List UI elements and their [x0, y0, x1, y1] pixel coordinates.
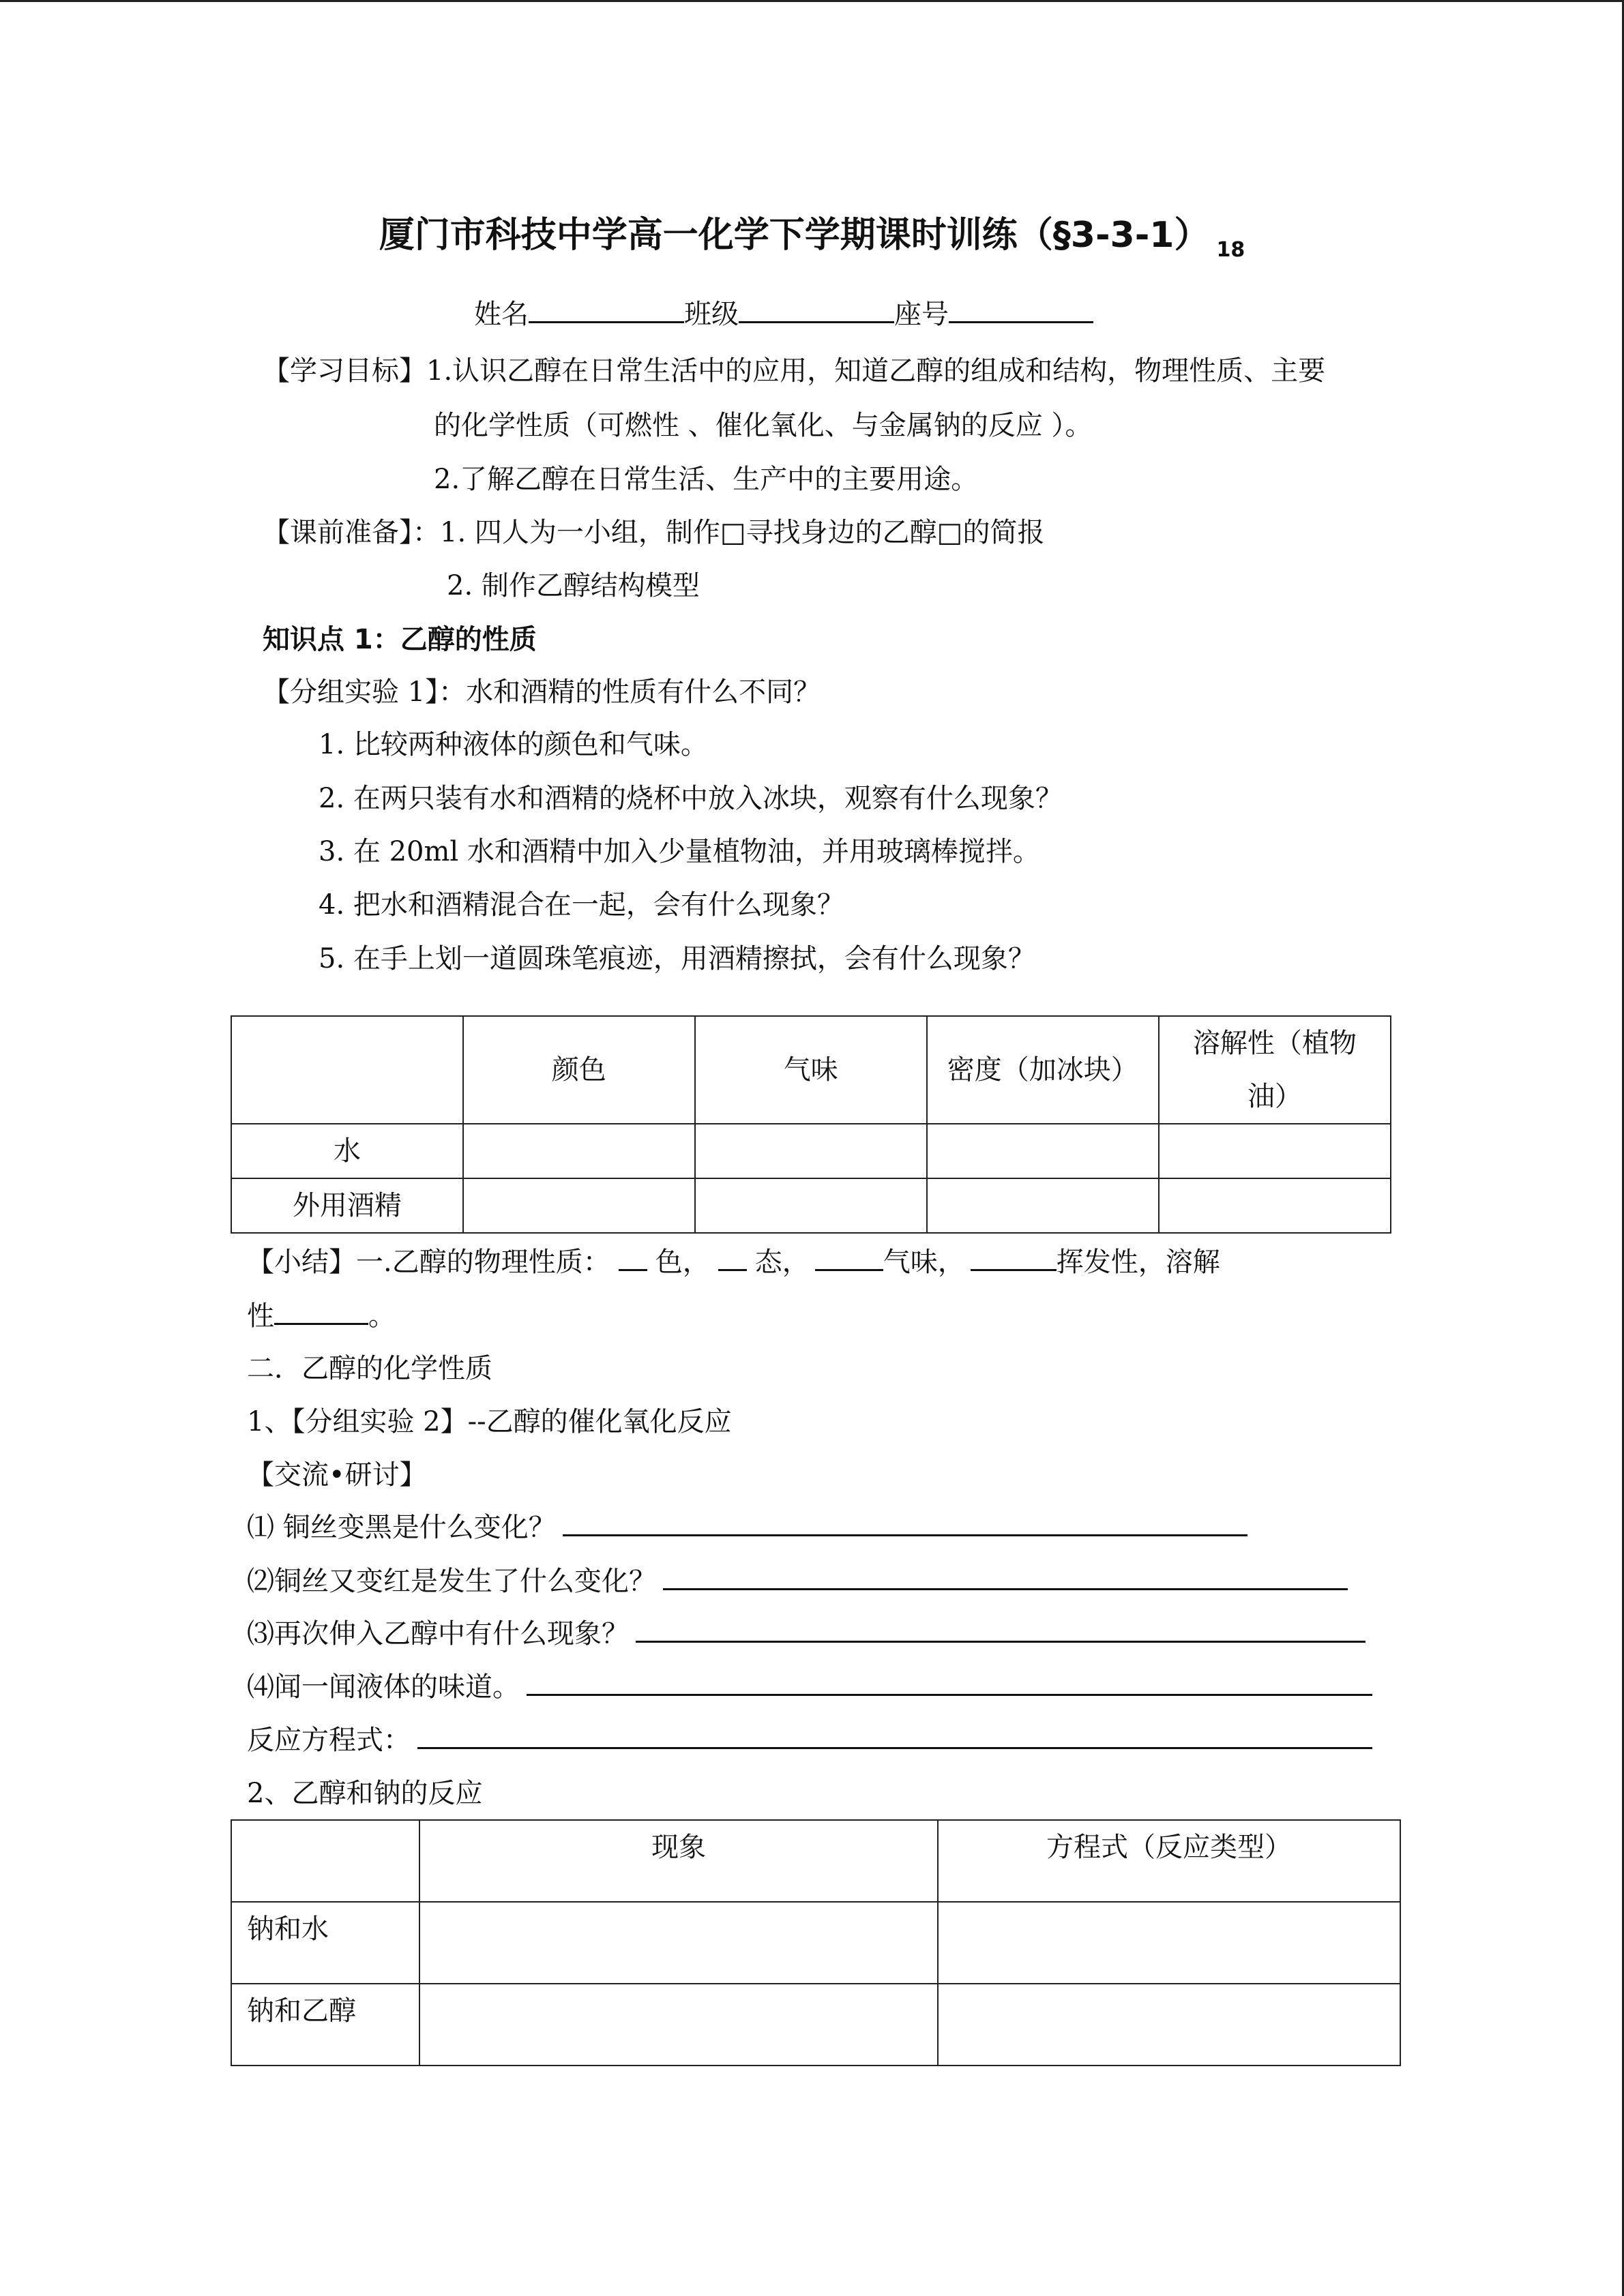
page-title	[0, 211, 1624, 274]
preparation-line1	[263, 516, 1044, 549]
header-solubility-line1: 溶解性（植物	[1192, 1028, 1357, 1059]
header-empty-cell	[231, 1016, 463, 1124]
table-header-row	[231, 1016, 1391, 1124]
summary-line2	[247, 1300, 396, 1332]
summary-odor-text: 气味，	[883, 1247, 965, 1278]
header-density: 密度（加冰块）	[927, 1016, 1159, 1124]
summary-color-text: 色，	[655, 1247, 710, 1278]
equation-label: 反应方程式：	[247, 1725, 411, 1756]
water-solubility-cell[interactable]	[1159, 1124, 1391, 1178]
sodium-ethanol-phenomenon-cell[interactable]	[419, 1984, 938, 2066]
table-row	[231, 1124, 1391, 1178]
experiment1-step: 2. 在两只装有水和酒精的烧杯中放入冰块，观察有什么现象？	[319, 783, 1063, 814]
properties-table	[231, 1015, 1391, 1234]
preparation-line2: 2. 制作乙醇结构模型	[447, 570, 700, 601]
objectives-text-1: 1.认识乙醇在日常生活中的应用，知道乙醇的组成和结构，物理性质、主要	[426, 355, 1326, 387]
question-3	[247, 1617, 1365, 1650]
summary-state-text: 态，	[754, 1247, 810, 1278]
alcohol-solubility-cell[interactable]	[1159, 1178, 1391, 1233]
objectives-line1	[263, 355, 1325, 387]
answer-2-line[interactable]	[663, 1565, 1348, 1590]
sodium-ethanol-equation-cell[interactable]	[938, 1984, 1400, 2066]
summary-solubility-label: 性	[247, 1300, 274, 1332]
preparation-text-1: 1. 四人为一小组，制作□寻找身边的乙醇□的简报	[440, 517, 1045, 548]
class-blank[interactable]	[739, 298, 894, 323]
sodium-heading: 2、乙醇和钠的反应	[247, 1778, 483, 1809]
summary-label: 【小结】一.乙醇的物理性质：	[247, 1247, 610, 1278]
title-main: 厦门市科技中学高一化学下学期课时训练（§3-3-1）	[379, 215, 1210, 256]
objectives-line2: 的化学性质（可燃性 、催化氧化、与金属钠的反应 ）。	[434, 410, 1093, 441]
experiment1-step: 4. 把水和酒精混合在一起，会有什么现象？	[319, 889, 844, 921]
student-info-line	[474, 298, 1093, 331]
row-label-alcohol: 外用酒精	[231, 1178, 463, 1233]
water-density-cell[interactable]	[927, 1124, 1159, 1178]
answer-1-line[interactable]	[563, 1511, 1247, 1536]
summary-line1	[247, 1246, 1220, 1279]
table-row	[231, 1902, 1400, 1984]
summary-volatility-text: 挥发性，溶解	[1056, 1247, 1220, 1278]
seat-blank[interactable]	[949, 298, 1093, 323]
discussion-heading: 【交流•研讨】	[247, 1459, 427, 1491]
page-border-top	[0, 0, 1624, 2]
name-blank[interactable]	[529, 298, 684, 323]
row-label-sodium-water: 钠和水	[231, 1902, 419, 1984]
row-label-sodium-ethanol: 钠和乙醇	[231, 1984, 419, 2066]
header-odor: 气味	[695, 1016, 927, 1124]
preparation-label: 【课前准备】：	[263, 517, 440, 548]
alcohol-odor-cell[interactable]	[695, 1178, 927, 1233]
state-blank[interactable]	[718, 1246, 747, 1271]
sodium-water-phenomenon-cell[interactable]	[419, 1902, 938, 1984]
summary-end-punct: 。	[368, 1300, 396, 1332]
header-phenomenon: 现象	[419, 1820, 938, 1902]
question-1-text: ⑴ 铜丝变黑是什么变化？	[247, 1512, 556, 1543]
color-blank[interactable]	[619, 1246, 647, 1271]
row-label-water: 水	[231, 1124, 463, 1178]
table-row	[231, 1984, 1400, 2066]
header-equation: 方程式（反应类型）	[938, 1820, 1400, 1902]
sodium-table	[231, 1819, 1401, 2066]
header-empty-cell	[231, 1820, 419, 1902]
alcohol-color-cell[interactable]	[463, 1178, 695, 1233]
answer-3-line[interactable]	[636, 1617, 1365, 1643]
question-2	[247, 1565, 1348, 1598]
equation-line	[247, 1724, 1372, 1757]
header-solubility	[1159, 1016, 1391, 1124]
solubility-blank[interactable]	[274, 1300, 368, 1325]
question-3-text: ⑶再次伸入乙醇中有什么现象？	[247, 1618, 629, 1650]
name-label: 姓名	[474, 299, 529, 330]
question-4	[247, 1671, 1372, 1703]
table-row	[231, 1178, 1391, 1233]
volatility-blank[interactable]	[971, 1246, 1057, 1271]
experiment1-step: 5. 在手上划一道圆珠笔痕迹，用酒精擦拭，会有什么现象？	[319, 943, 1035, 974]
sodium-water-equation-cell[interactable]	[938, 1902, 1400, 1984]
objectives-line3: 2.了解乙醇在日常生活、生产中的主要用途。	[434, 464, 979, 495]
chem-heading: 二．乙醇的化学性质	[247, 1353, 492, 1384]
experiment1-step: 3. 在 20ml 水和酒精中加入少量植物油，并用玻璃棒搅拌。	[319, 836, 1040, 867]
experiment1-title: 【分组实验 1】：水和酒精的性质有什么不同？	[263, 676, 821, 708]
experiment1-step: 1. 比较两种液体的颜色和气味。	[319, 729, 708, 760]
alcohol-density-cell[interactable]	[927, 1178, 1159, 1233]
knowledge-point-heading: 知识点 1：乙醇的性质	[263, 624, 537, 655]
experiment2-title: 1、【分组实验 2】--乙醇的催化氧化反应	[247, 1406, 732, 1437]
table-header-row	[231, 1820, 1400, 1902]
objectives-label: 【学习目标】	[263, 355, 426, 387]
question-1	[247, 1511, 1247, 1544]
seat-label: 座号	[894, 299, 949, 330]
odor-blank[interactable]	[815, 1246, 883, 1271]
question-2-text: ⑵铜丝又变红是发生了什么变化？	[247, 1566, 656, 1597]
equation-answer-line[interactable]	[417, 1724, 1372, 1749]
answer-4-line[interactable]	[527, 1671, 1372, 1696]
class-label: 班级	[684, 299, 739, 330]
question-4-text: ⑷闻一闻液体的味道。	[247, 1671, 520, 1703]
header-solubility-line2: 油）	[1247, 1081, 1302, 1112]
title-subscript: 18	[1216, 238, 1245, 262]
water-odor-cell[interactable]	[695, 1124, 927, 1178]
header-color: 颜色	[463, 1016, 695, 1124]
water-color-cell[interactable]	[463, 1124, 695, 1178]
